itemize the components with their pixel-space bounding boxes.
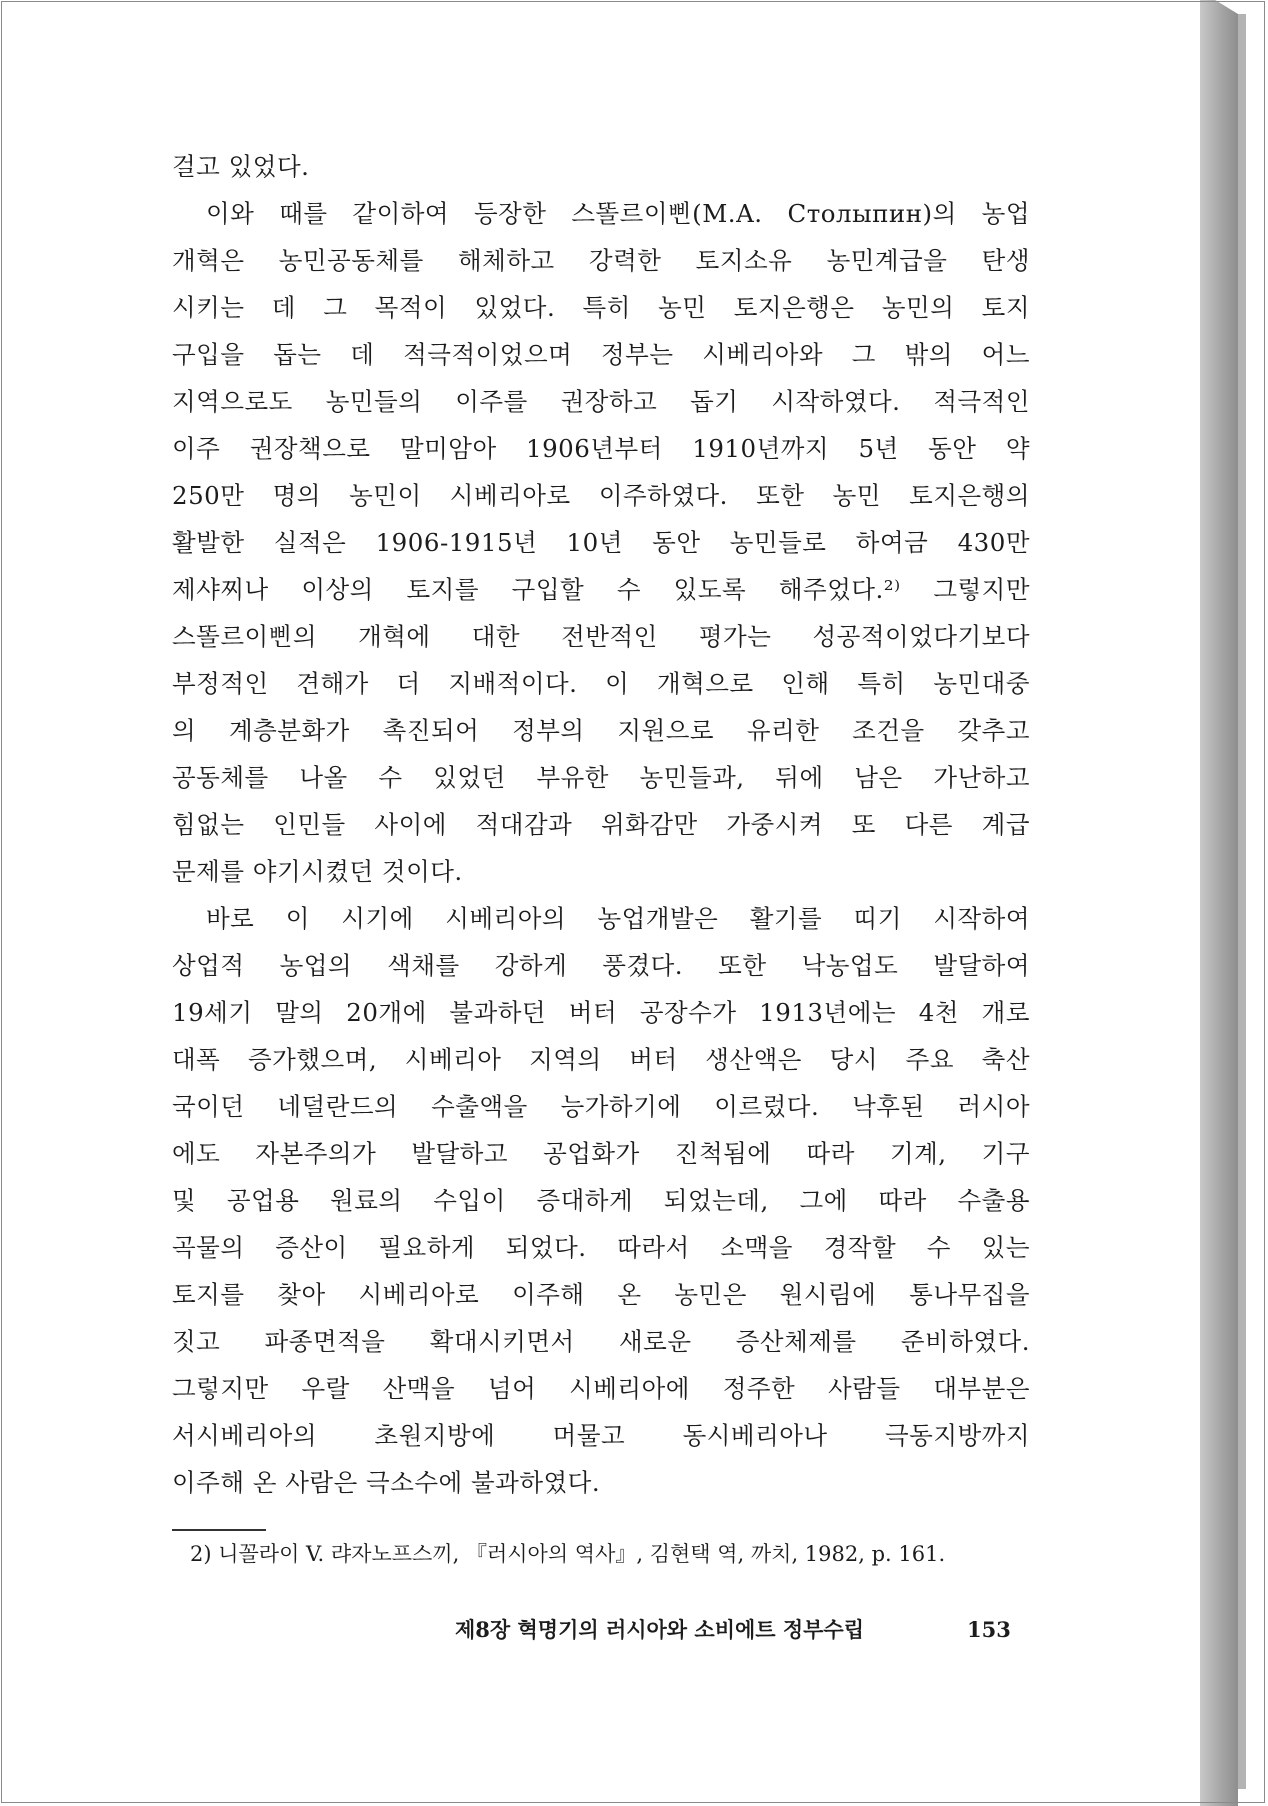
text-line: 걸고 있었다. bbox=[172, 152, 310, 181]
text-line: 문제를 야기시켰던 것이다. bbox=[172, 857, 463, 886]
text-line: 짓고 파종면적을 확대시키면서 새로운 증산체제를 준비하였다. bbox=[172, 1327, 1030, 1356]
text-line: 부정적인 견해가 더 지배적이다. 이 개혁으로 인해 특히 농민대중 bbox=[172, 669, 1030, 698]
page-number: 153 bbox=[967, 1617, 1011, 1642]
footnote: 2) 니꼴라이 V. 랴자노프스끼, 『러시아의 역사』, 김현택 역, 까치, 1982, p. 161. bbox=[190, 1542, 946, 1566]
text-line: 스똘르이삔의 개혁에 대한 전반적인 평가는 성공적이었다기보다 bbox=[172, 622, 1030, 651]
text-line: 제샤찌나 이상의 토지를 구입할 수 있도록 해주었다.²⁾ 그렇지만 bbox=[172, 575, 1030, 604]
text-line: 공동체를 나올 수 있었던 부유한 농민들과, 뒤에 남은 가난하고 bbox=[172, 763, 1030, 792]
text-line: 바로 이 시기에 시베리아의 농업개발은 활기를 띠기 시작하여 bbox=[206, 904, 1030, 933]
text-line: 지역으로도 농민들의 이주를 권장하고 돕기 시작하였다. 적극적인 bbox=[172, 387, 1030, 416]
text-line: 시키는 데 그 목적이 있었다. 특히 농민 토지은행은 농민의 토지 bbox=[172, 293, 1030, 322]
text-line: 이주 권장책으로 말미암아 1906년부터 1910년까지 5년 동안 약 bbox=[172, 434, 1030, 463]
text-line: 서시베리아의 초원지방에 머물고 동시베리아나 극동지방까지 bbox=[172, 1421, 1030, 1450]
text-line: 및 공업용 원료의 수입이 증대하게 되었는데, 그에 따라 수출용 bbox=[172, 1186, 1030, 1215]
image-border bbox=[1, 1, 1265, 1803]
running-footer: 제8장 혁명기의 러시아와 소비에트 정부수립 bbox=[455, 1617, 865, 1642]
text-line: 250만 명의 농민이 시베리아로 이주하였다. 또한 농민 토지은행의 bbox=[172, 481, 1030, 510]
text-line: 이주해 온 사람은 극소수에 불과하였다. bbox=[172, 1468, 601, 1497]
text-line: 그렇지만 우랄 산맥을 넘어 시베리아에 정주한 사람들 대부분은 bbox=[172, 1374, 1030, 1403]
text-line: 에도 자본주의가 발달하고 공업화가 진척됨에 따라 기계, 기구 bbox=[172, 1139, 1030, 1168]
text-line: 힘없는 인민들 사이에 적대감과 위화감만 가중시켜 또 다른 계급 bbox=[172, 810, 1030, 839]
text-line: 활발한 실적은 1906-1915년 10년 동안 농민들로 하여금 430만 bbox=[172, 528, 1030, 557]
text-line: 19세기 말의 20개에 불과하던 버터 공장수가 1913년에는 4천 개로 bbox=[172, 998, 1030, 1027]
text-line: 국이던 네덜란드의 수출액을 능가하기에 이르렀다. 낙후된 러시아 bbox=[172, 1092, 1030, 1121]
text-line: 대폭 증가했으며, 시베리아 지역의 버터 생산액은 당시 주요 축산 bbox=[172, 1045, 1030, 1074]
text-line: 의 계층분화가 촉진되어 정부의 지원으로 유리한 조건을 갖추고 bbox=[172, 716, 1030, 745]
text-line: 곡물의 증산이 필요하게 되었다. 따라서 소맥을 경작할 수 있는 bbox=[172, 1233, 1030, 1262]
text-line: 이와 때를 같이하여 등장한 스똘르이삔(M.A. Столыпин)의 농업 bbox=[206, 199, 1030, 228]
text-line: 구입을 돕는 데 적극적이었으며 정부는 시베리아와 그 밖의 어느 bbox=[172, 340, 1030, 369]
text-line: 개혁은 농민공동체를 해체하고 강력한 토지소유 농민계급을 탄생 bbox=[172, 246, 1030, 275]
text-line: 상업적 농업의 색채를 강하게 풍겼다. 또한 낙농업도 발달하여 bbox=[172, 951, 1030, 980]
text-line: 토지를 찾아 시베리아로 이주해 온 농민은 원시림에 통나무집을 bbox=[172, 1280, 1030, 1309]
